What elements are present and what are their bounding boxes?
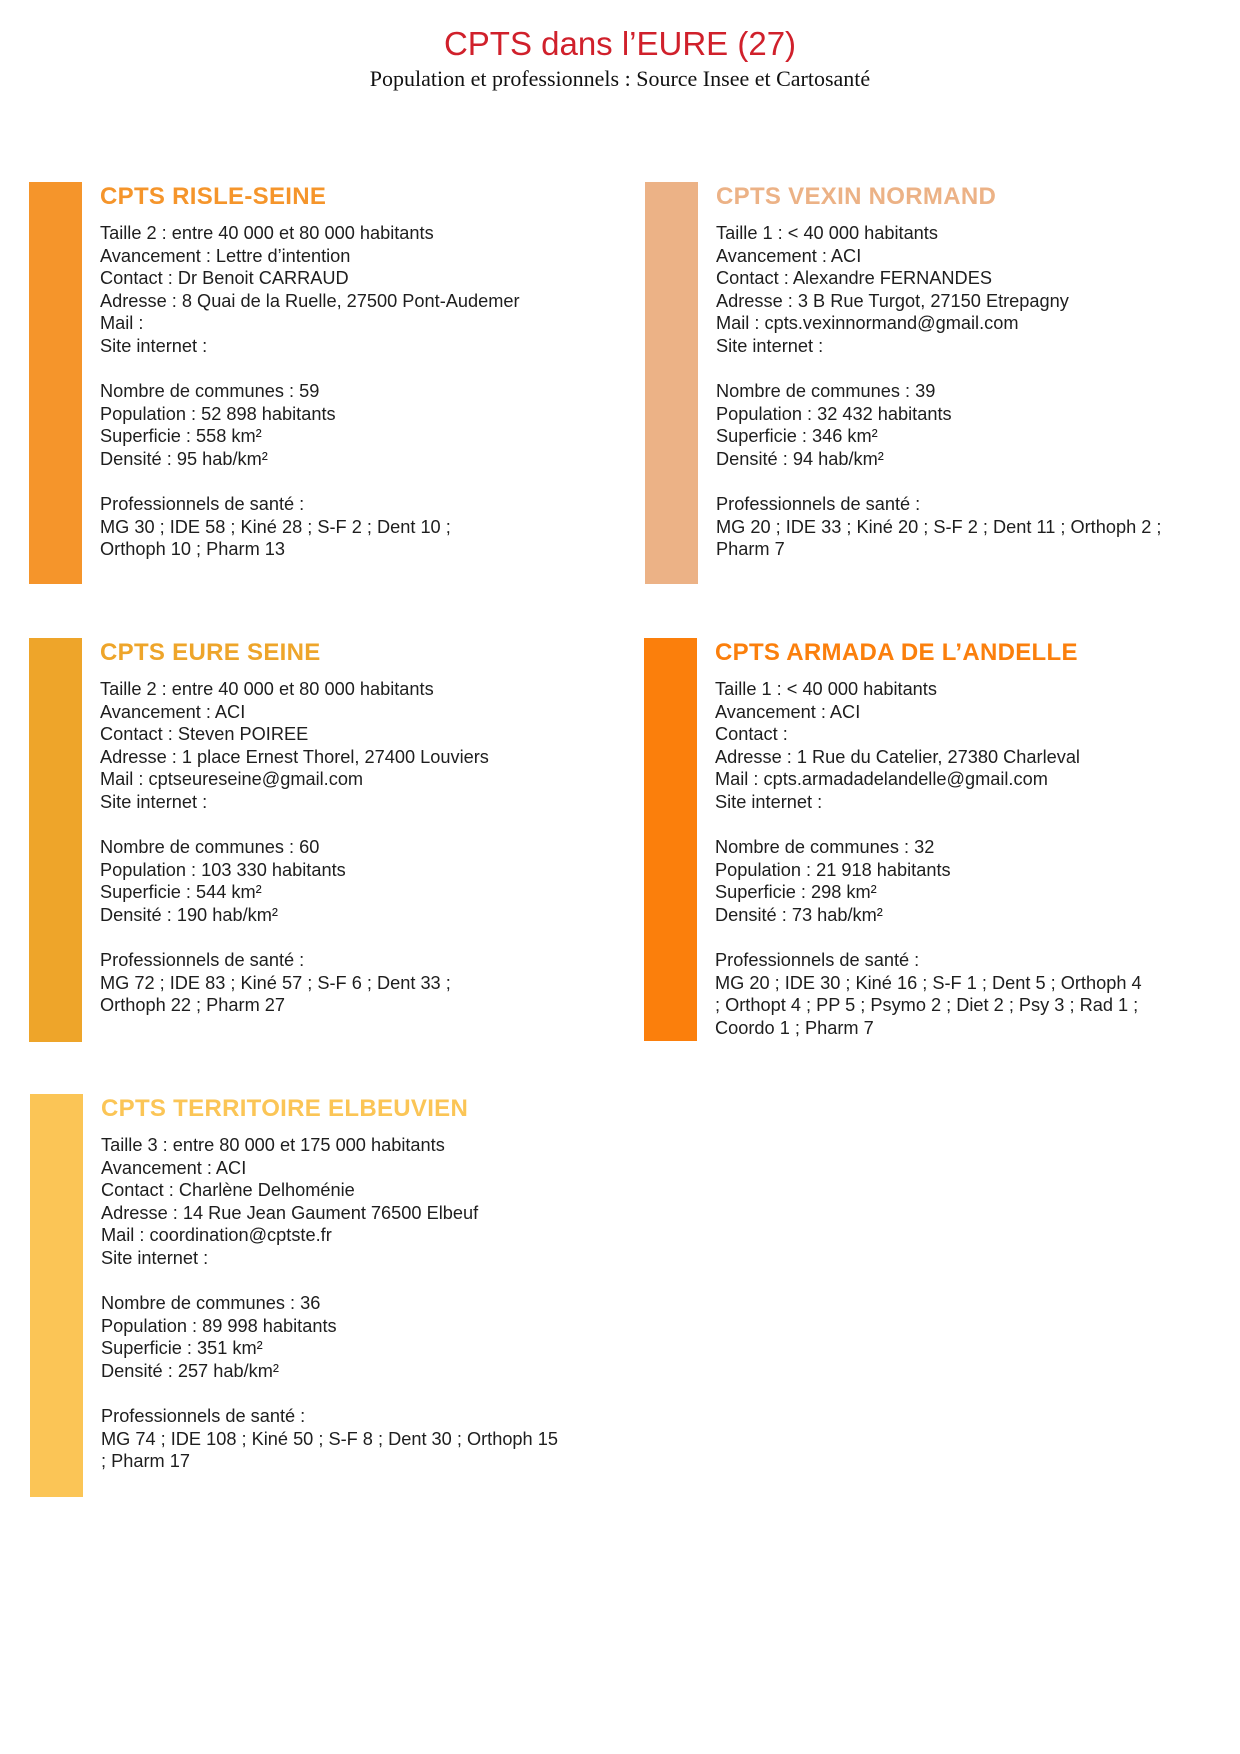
contact-line: Contact : Charlène Delhoménie bbox=[101, 1180, 355, 1201]
avancement-line: Avancement : ACI bbox=[715, 701, 861, 722]
avancement-line: Avancement : Lettre d’intention bbox=[100, 245, 351, 266]
site-line: Site internet : bbox=[100, 335, 208, 356]
communes-line: Nombre de communes : 59 bbox=[100, 381, 320, 402]
color-bar bbox=[645, 182, 698, 584]
adresse-line: Adresse : 1 Rue du Catelier, 27380 Charleval bbox=[715, 746, 1080, 767]
population-line: Population : 21 918 habitants bbox=[715, 859, 951, 880]
pros-line: MG 72 ; IDE 83 ; Kiné 57 ; S-F 6 ; Dent 33 ; bbox=[100, 972, 451, 993]
mail-line: Mail : cpts.armadadelandelle@gmail.com bbox=[715, 769, 1048, 790]
densite-line: Densité : 94 hab/km² bbox=[716, 448, 884, 469]
communes-line: Nombre de communes : 32 bbox=[715, 837, 935, 858]
card-title: CPTS EURE SEINE bbox=[100, 639, 321, 666]
pros-line: ; Pharm 17 bbox=[101, 1451, 190, 1472]
contact-line: Contact : Steven POIREE bbox=[100, 724, 309, 745]
adresse-line: Adresse : 8 Quai de la Ruelle, 27500 Pont-Audemer bbox=[100, 290, 520, 311]
population-line: Population : 32 432 habitants bbox=[716, 403, 952, 424]
contact-line: Contact : Alexandre FERNANDES bbox=[716, 268, 992, 289]
site-line: Site internet : bbox=[715, 791, 823, 812]
communes-line: Nombre de communes : 39 bbox=[716, 381, 936, 402]
avancement-line: Avancement : ACI bbox=[101, 1157, 247, 1178]
color-bar bbox=[29, 638, 82, 1042]
avancement-line: Avancement : ACI bbox=[716, 245, 862, 266]
communes-line: Nombre de communes : 60 bbox=[100, 837, 320, 858]
card-title: CPTS TERRITOIRE ELBEUVIEN bbox=[101, 1095, 469, 1122]
pros-label: Professionnels de santé : bbox=[715, 950, 920, 971]
densite-line: Densité : 257 hab/km² bbox=[101, 1360, 279, 1381]
adresse-line: Adresse : 14 Rue Jean Gaument 76500 Elbeuf bbox=[101, 1202, 479, 1223]
card-title: CPTS ARMADA DE L’ANDELLE bbox=[715, 639, 1078, 666]
taille-line: Taille 1 : < 40 000 habitants bbox=[715, 679, 937, 699]
color-bar bbox=[30, 1094, 83, 1497]
pros-label: Professionnels de santé : bbox=[716, 494, 921, 515]
taille-line: Taille 3 : entre 80 000 et 175 000 habitants bbox=[101, 1135, 445, 1155]
communes-line: Nombre de communes : 36 bbox=[101, 1293, 321, 1314]
card-title: CPTS VEXIN NORMAND bbox=[716, 183, 997, 210]
pros-line: Orthoph 22 ; Pharm 27 bbox=[100, 995, 286, 1016]
color-bar bbox=[29, 182, 82, 584]
mail-line: Mail : coordination@cptste.fr bbox=[101, 1225, 332, 1246]
mail-line: Mail : cpts.vexinnormand@gmail.com bbox=[716, 313, 1019, 334]
adresse-line: Adresse : 1 place Ernest Thorel, 27400 Louviers bbox=[100, 746, 489, 767]
pros-line: MG 20 ; IDE 30 ; Kiné 16 ; S-F 1 ; Dent 5 ; Orthoph 4 bbox=[715, 972, 1142, 993]
pros-line: Coordo 1 ; Pharm 7 bbox=[715, 1017, 874, 1038]
population-line: Population : 52 898 habitants bbox=[100, 403, 336, 424]
page-subtitle: Population et professionnels : Source Insee et Cartosanté bbox=[369, 66, 871, 91]
contact-line: Contact : bbox=[715, 724, 788, 745]
pros-label: Professionnels de santé : bbox=[100, 494, 305, 515]
superficie-line: Superficie : 351 km² bbox=[101, 1338, 263, 1359]
site-line: Site internet : bbox=[101, 1247, 209, 1268]
mail-line: Mail : bbox=[100, 313, 144, 334]
taille-line: Taille 1 : < 40 000 habitants bbox=[716, 223, 938, 243]
pros-label: Professionnels de santé : bbox=[100, 950, 305, 971]
pros-label: Professionnels de santé : bbox=[101, 1406, 306, 1427]
pros-line: Orthoph 10 ; Pharm 13 bbox=[100, 539, 286, 560]
taille-line: Taille 2 : entre 40 000 et 80 000 habitants bbox=[100, 223, 434, 243]
superficie-line: Superficie : 558 km² bbox=[100, 426, 262, 447]
pros-line: ; Orthopt 4 ; PP 5 ; Psymo 2 ; Diet 2 ; Psy 3 ; Rad 1 ; bbox=[715, 995, 1139, 1016]
color-bar bbox=[644, 638, 697, 1041]
densite-line: Densité : 95 hab/km² bbox=[100, 448, 268, 469]
superficie-line: Superficie : 346 km² bbox=[716, 426, 878, 447]
population-line: Population : 103 330 habitants bbox=[100, 859, 346, 880]
contact-line: Contact : Dr Benoit CARRAUD bbox=[100, 268, 349, 289]
pros-line: MG 74 ; IDE 108 ; Kiné 50 ; S-F 8 ; Dent 30 ; Orthoph 15 bbox=[101, 1428, 558, 1449]
population-line: Population : 89 998 habitants bbox=[101, 1315, 337, 1336]
page-title: CPTS dans l’EURE (27) bbox=[443, 25, 797, 62]
adresse-line: Adresse : 3 B Rue Turgot, 27150 Etrepagny bbox=[716, 290, 1069, 311]
site-line: Site internet : bbox=[716, 335, 824, 356]
superficie-line: Superficie : 544 km² bbox=[100, 882, 262, 903]
pros-line: MG 30 ; IDE 58 ; Kiné 28 ; S-F 2 ; Dent 10 ; bbox=[100, 516, 451, 537]
pros-line: Pharm 7 bbox=[716, 539, 785, 560]
densite-line: Densité : 73 hab/km² bbox=[715, 904, 883, 925]
mail-line: Mail : cptseureseine@gmail.com bbox=[100, 769, 364, 790]
card-title: CPTS RISLE-SEINE bbox=[100, 183, 327, 210]
avancement-line: Avancement : ACI bbox=[100, 701, 246, 722]
pros-line: MG 20 ; IDE 33 ; Kiné 20 ; S-F 2 ; Dent 11 ; Orthoph 2 ; bbox=[716, 516, 1162, 537]
taille-line: Taille 2 : entre 40 000 et 80 000 habitants bbox=[100, 679, 434, 699]
superficie-line: Superficie : 298 km² bbox=[715, 882, 877, 903]
site-line: Site internet : bbox=[100, 791, 208, 812]
densite-line: Densité : 190 hab/km² bbox=[100, 904, 278, 925]
